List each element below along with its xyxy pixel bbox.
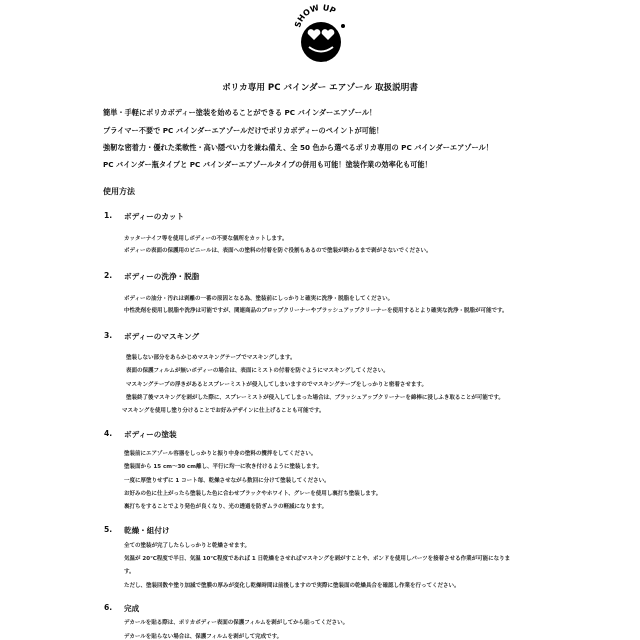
- section-line: カッターナイフ等を使用しボディーの不要な個所をカットします。: [124, 236, 288, 242]
- intro-line: プライマー不要で PC バインダーエアゾールだけでポリカボディーのペイントが可能！: [103, 126, 384, 135]
- section-number: 3.: [104, 331, 113, 340]
- section-line: 塗装面から 15 cm〜30 cm離し、平行に均一に吹き付けるように塗装します。: [124, 464, 323, 470]
- section-line: マスキングを使用し塗り分けることでお好みデザインに仕上げることも可能です。: [122, 408, 325, 414]
- section-line: 裏打ちをすることでより発色が良くなり、光の透過を防ぎムラの軽減になります。: [124, 504, 328, 510]
- section-line: 塗装終了後マスキングを剥がした際に、スプレーミストが侵入してしまった場合は、ブラッシュアップクリーナーを綿棒に浸しふき取ることが可能です。: [126, 395, 504, 401]
- section-line: 全ての塗装が完了したらしっかりと乾燥させます。: [124, 543, 251, 549]
- usage-heading: 使用方法: [103, 187, 135, 196]
- section-line: 表面の保護フィルムが無いボディーの場合は、表面にミストの付着を防ぐようにマスキングしてください。: [126, 368, 389, 374]
- section-line: ボディーの表面の保護用のビニールは、表面への塗料の付着を防ぐ役割もあるので塗装が終わるまで剥がさないでください。: [124, 248, 432, 254]
- section-title: ボディーのカット: [124, 212, 185, 221]
- section-line: 中性洗剤を使用し脱脂や洗浄は可能ですが、関連商品のブロップクリーナーやブラッシュアップクリーナーを使用するとより確実な洗浄・脱脂が可能です。: [124, 308, 508, 314]
- section-line: デカールを貼らない場合は、保護フィルムを剥がして完成です。: [124, 634, 283, 640]
- section-line: ボディーの油分・汚れは剥離の一番の原因となる為、塗装前にしっかりと確実に洗浄・脱脂をしてください。: [124, 296, 394, 302]
- section-title: ボディーの洗浄・脱脂: [124, 272, 200, 281]
- section-number: 4.: [104, 429, 113, 438]
- section-number: 6.: [104, 603, 113, 612]
- section-line: ただし、塗装回数や塗り加減で塗膜の厚みが変化し乾燥時間は前後しますので実際に塗装面の乾燥具合を確認し作業を行ってください。: [124, 583, 460, 589]
- intro-line: PC バインダー瓶タイプと PC バインダーエアゾールタイプの併用も可能！塗装作業の効率化も可能！: [103, 160, 432, 169]
- section-line: マスキングテープの浮きがあるとスプレーミストが侵入してしまいますのでマスキングテープをしっかりと密着させます。: [126, 382, 427, 388]
- svg-text:SHOW UP: SHOW UP: [293, 4, 338, 29]
- section-line: 気温が 20℃程度で半日、気温 10℃程度であれば 1 日乾燥をさせればマスキングを剥がすことや、ボンドを使用しパーツを接着させる作業が可能になりま: [124, 556, 511, 562]
- document-title: ポリカ専用 PC バインダー エアゾール 取扱説明書: [222, 83, 418, 93]
- section-title: 完成: [124, 604, 140, 613]
- section-line: す。: [124, 569, 135, 575]
- section-line: デカールを貼る際は、ポリカボディー表面の保護フィルムを剥がしてから貼ってください。: [124, 620, 349, 626]
- section-number: 1.: [104, 211, 113, 220]
- section-number: 2.: [104, 271, 113, 280]
- section-line: 塗装前にエアゾール容器をしっかりと振り中身の塗料の攪拌をしてください。: [124, 451, 317, 457]
- intro-line: 強靭な密着力・優れた柔軟性・高い隠ぺい力を兼ね備え、全 50 色から選べるポリカ専用の PC バインダーエアゾール！: [103, 143, 493, 152]
- section-line: 一度に厚塗りせずに 1 コート毎、乾燥させながら数回に分けて塗装してください。: [124, 478, 330, 484]
- intro-line: 簡単・手軽にポリカボディー塗装を始めることができる PC バインダーエアゾール！: [103, 108, 377, 117]
- show-up-logo: [290, 4, 352, 66]
- section-number: 5.: [104, 525, 113, 534]
- section-line: お好みの色に仕上がったら塗装した色に合わせブラックやホワイト、グレーを使用し裏打ち塗装します。: [124, 491, 382, 497]
- section-line: 塗装しない部分をあらかじめマスキングテープでマスキングします。: [126, 355, 296, 361]
- section-title: 乾燥・組付け: [124, 526, 170, 535]
- section-title: ボディーのマスキング: [124, 332, 200, 341]
- section-title: ボディーの塗装: [124, 430, 177, 439]
